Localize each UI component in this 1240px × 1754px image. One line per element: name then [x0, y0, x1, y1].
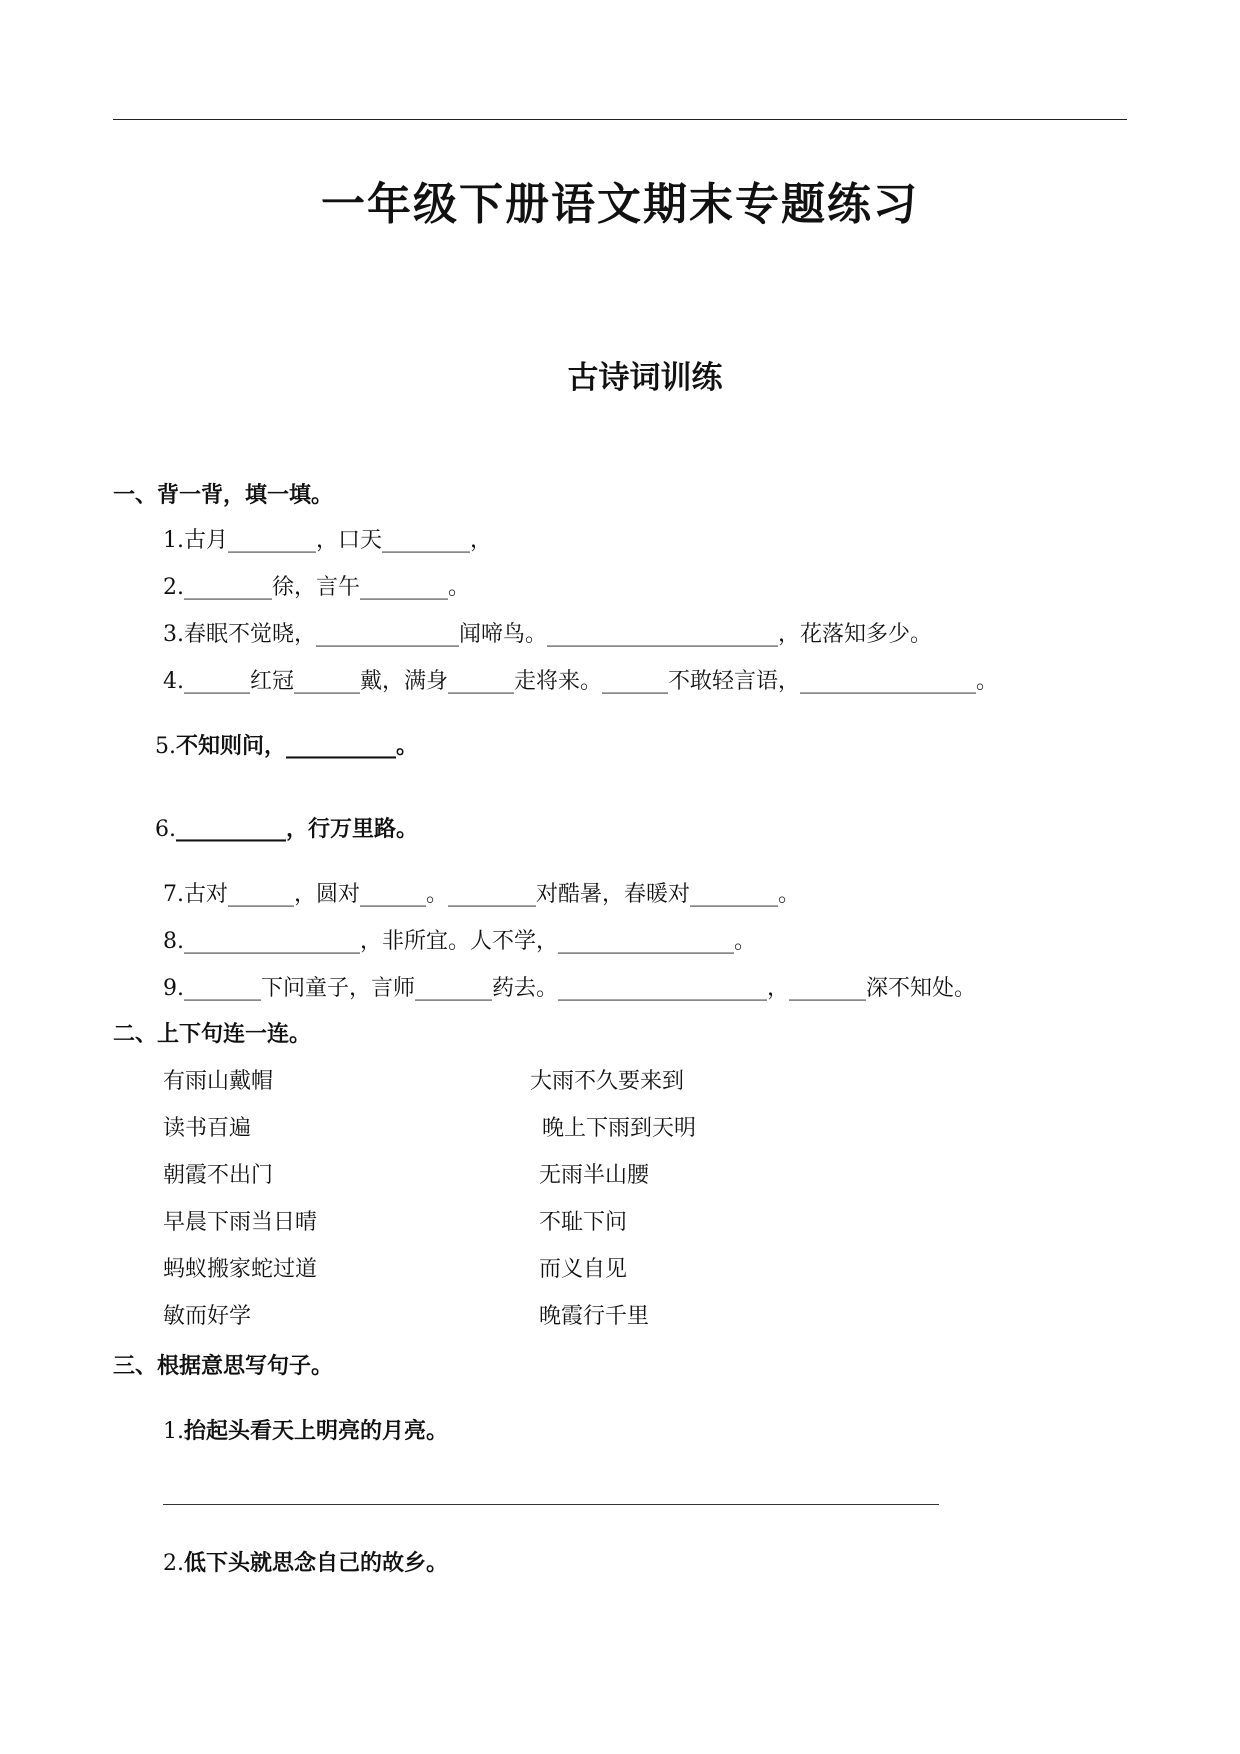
item-number: 1. — [163, 528, 184, 553]
answer-line[interactable] — [163, 1504, 939, 1505]
sentence-item-2 — [163, 1546, 448, 1577]
section-2-heading: 二、上下句连一连。 — [113, 1022, 312, 1047]
item-number: 7. — [163, 882, 184, 907]
item-number: 4. — [163, 669, 184, 694]
item-number: 2. — [163, 575, 184, 600]
match-right-5: 而义自见 — [539, 1257, 628, 1282]
match-left-2: 读书百遍 — [163, 1116, 252, 1141]
match-left-5: 蚂蚁搬家蛇过道 — [163, 1257, 318, 1282]
fill-item-1 — [163, 523, 492, 554]
item-number: 9. — [163, 976, 184, 1001]
fill-item-2 — [163, 570, 470, 601]
item-text: _______下问童子，言师_______药去。___________________，_______深不知处。 — [184, 976, 977, 1001]
item-number: 6. — [155, 817, 176, 842]
match-right-4: 不耻下问 — [539, 1210, 628, 1235]
item-number: 3. — [163, 622, 184, 647]
item-text: 不知则问，__________。 — [176, 734, 419, 759]
item-number: 8. — [163, 929, 184, 954]
page-subtitle: 古诗词训练 — [567, 360, 723, 396]
item-text: 古对______，圆对______。________对酷暑，春暖对________。 — [184, 882, 801, 907]
fill-item-9 — [163, 971, 976, 1002]
fill-item-6 — [155, 812, 418, 843]
section-1-heading: 一、背一背，填一填。 — [113, 483, 334, 508]
item-number: 5. — [155, 734, 176, 759]
fill-item-5 — [155, 729, 418, 760]
header-rule — [113, 119, 1127, 120]
page-title: 一年级下册语文期末专题练习 — [321, 179, 919, 230]
item-text: __________，行万里路。 — [176, 817, 419, 842]
item-number: 2. — [163, 1551, 184, 1576]
fill-item-7 — [163, 877, 800, 908]
item-text: 春眠不觉晓，_____________闻啼鸟。_____________________，花落知多少。 — [184, 622, 933, 647]
item-text: 低下头就思念自己的故乡。 — [184, 1551, 449, 1576]
item-text: ________徐，言午________。 — [184, 575, 471, 600]
match-left-3: 朝霞不出门 — [163, 1163, 274, 1188]
match-left-6: 敏而好学 — [163, 1304, 252, 1329]
fill-item-8 — [163, 924, 756, 955]
match-right-1: 大雨不久要来到 — [530, 1069, 685, 1094]
item-text: 抬起头看天上明亮的月亮。 — [184, 1419, 449, 1444]
fill-item-4 — [163, 664, 998, 695]
item-text: ______红冠______戴，满身______走将来。______不敢轻言语，________________。 — [184, 669, 999, 694]
section-3-heading: 三、根据意思写句子。 — [113, 1354, 334, 1379]
match-left-4: 早晨下雨当日晴 — [163, 1210, 318, 1235]
match-right-6: 晚霞行千里 — [539, 1304, 650, 1329]
fill-item-3 — [163, 617, 932, 648]
sentence-item-1 — [163, 1414, 448, 1445]
match-right-3: 无雨半山腰 — [539, 1163, 650, 1188]
item-text: 古月________，口天________， — [184, 528, 493, 553]
match-right-2: 晚上下雨到天明 — [542, 1116, 697, 1141]
item-number: 1. — [163, 1419, 184, 1444]
match-left-1: 有雨山戴帽 — [163, 1069, 274, 1094]
item-text: ________________，非所宜。人不学，________________。 — [184, 929, 757, 954]
